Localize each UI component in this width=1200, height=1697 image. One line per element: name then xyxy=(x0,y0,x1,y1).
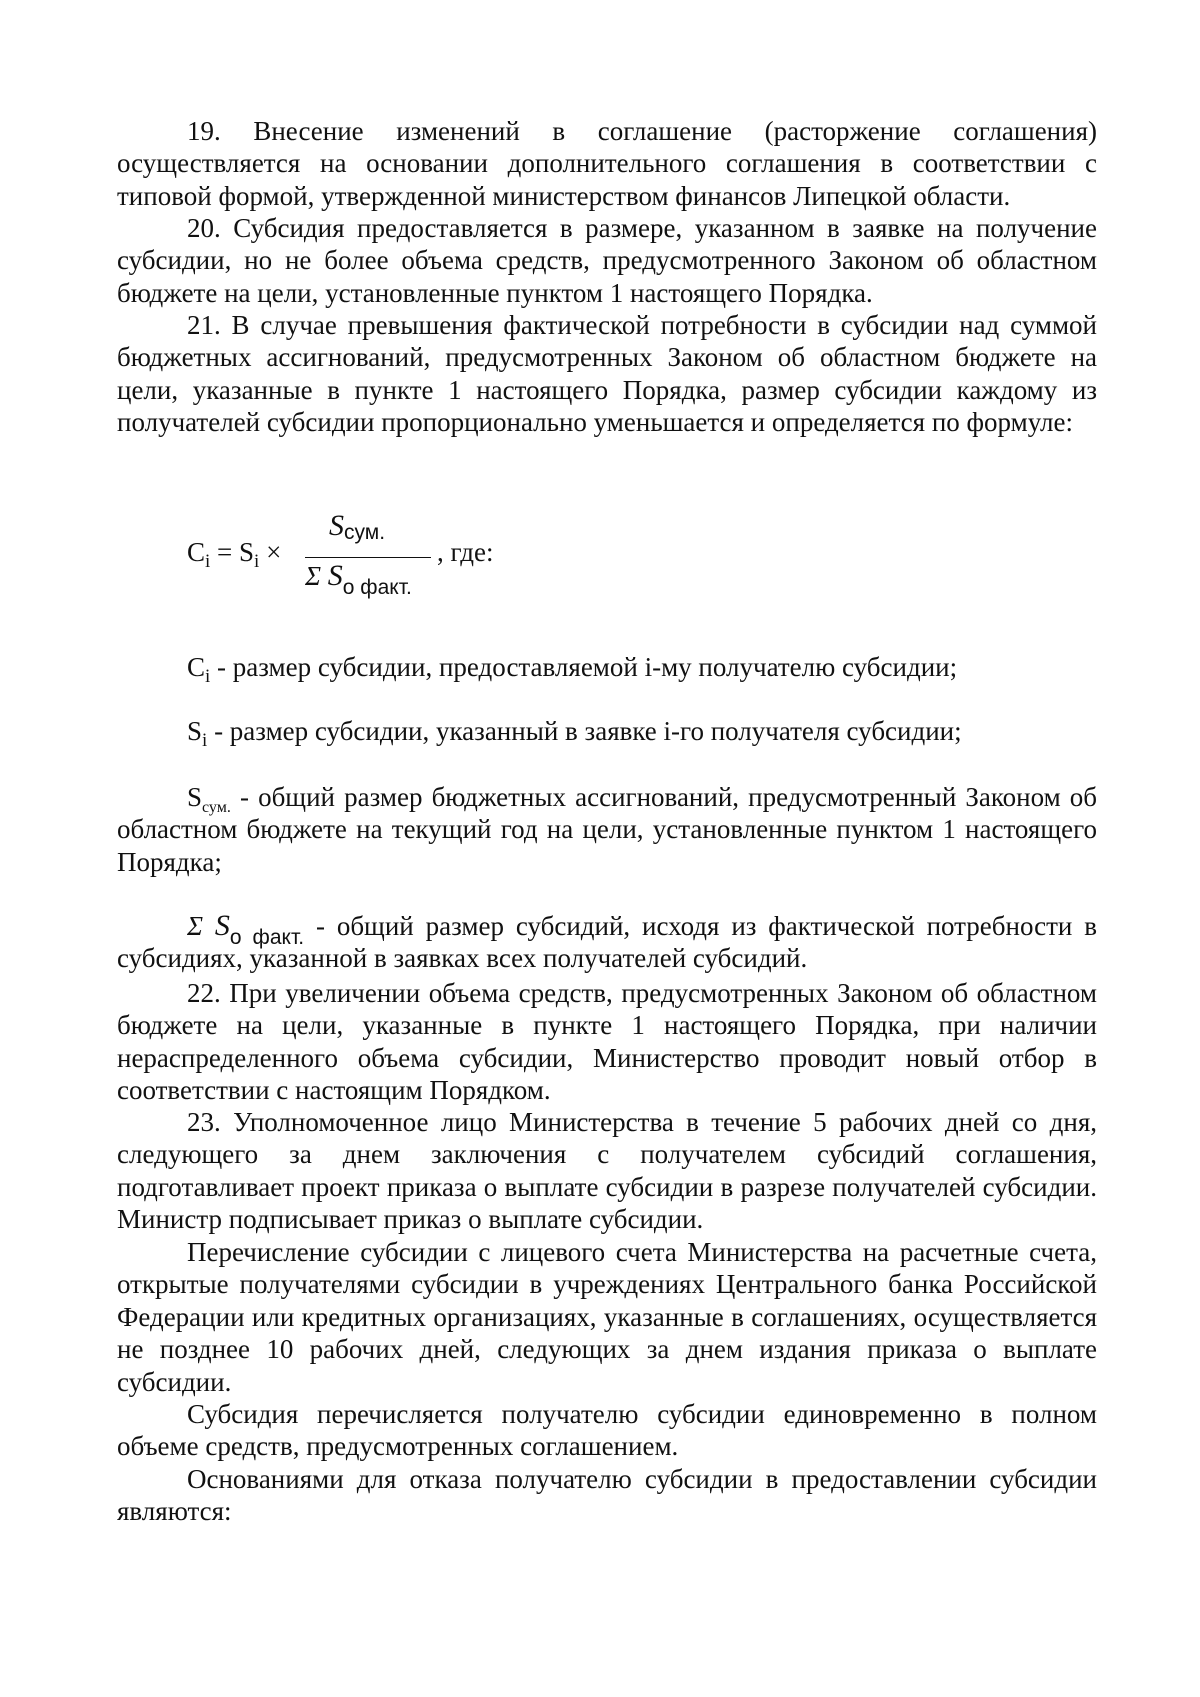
fraction-bar xyxy=(305,557,431,558)
formula-c-index: i xyxy=(205,551,211,572)
paragraph-19: 19. Внесение изменений в соглашение (расторжение соглашения) осуществляется на основании дополнительного соглашения в соответствии с типовой формой, утвержденной министерством финансов Липецкой области. xyxy=(117,116,1097,211)
formula-denominator: Σ $S_{о факт.}$ xyxy=(305,559,412,599)
formula-lhs xyxy=(187,536,282,572)
paragraph-21: 21. В случае превышения фактической потребности в субсидии над суммой бюджетных ассигнований, предусмотренных Законом об областном бюджете на цели, указанные в пункте 1 настоящего Порядка, размер субсидии каждому из получателей субсидии пропорционально уменьшается и определяется по формуле: xyxy=(117,310,1097,438)
formula-c-symbol: C xyxy=(187,537,206,567)
formula-suffix: , где: xyxy=(437,537,494,567)
paragraph-22: 22. При увеличении объема средств, предусмотренных Законом об областном бюджете на цели, указанные в пункте 1 настоящего Порядка, при наличии нераспределенного объема субсидии, Министерство проводит новый отбор в соответствии с настоящим Порядком. xyxy=(117,978,1097,1106)
paragraph-20: 20. Субсидия предоставляется в размере, указанном в заявке на получение субсидии, но не более объема средств, предусмотренного Законом об областном бюджете на цели, установленные пунктом 1 настоящего Порядка. xyxy=(117,213,1097,308)
paragraph-onetime: Субсидия перечисляется получателю субсидии единовременно в полном объеме средств, предусмотренных соглашением. xyxy=(117,1399,1097,1462)
definition-si: $S_i$ - размер субсидии, указанный в заявке i-го получателя субсидии; xyxy=(187,716,962,751)
formula-fraction xyxy=(301,510,431,602)
definition-ssum: $S_{сум.}$ - общий размер бюджетных ассигнований, предусмотренный Законом об областном бюджете на текущий год на цели, установленные пунктом 1 настоящего Порядка; xyxy=(117,782,1098,877)
formula-equals-s: = S xyxy=(217,537,255,567)
subsidy-formula xyxy=(187,510,587,602)
paragraph-transfer: Перечисление субсидии с лицевого счета Министерства на расчетные счета, открытые получателями субсидии в учреждениях Центрального банка Российской Федерации или кредитных организациях, указанные в соглашениях, осуществляется не позднее 10 рабочих дней, следующих за днем издания приказа о выплате субсидии. xyxy=(117,1237,1097,1397)
paragraph-grounds: Основаниями для отказа получателю субсидии в предоставлении субсидии являются: xyxy=(117,1464,1097,1527)
formula-times: × xyxy=(266,537,282,567)
paragraph-23: 23. Уполномоченное лицо Министерства в течение 5 рабочих дней со дня, следующего за днем заключения с получателем субсидий соглашения, подготавливает проект приказа о выплате субсидии в разрезе получателей субсидии. Министр подписывает приказ о выплате субсидии. xyxy=(117,1107,1097,1235)
definition-ci: $C_i$ - размер субсидии, предоставляемой i-му получателю субсидии; xyxy=(187,652,958,687)
formula-s-index: i xyxy=(254,551,260,572)
definition-sfact: Σ $S_{о факт.}$ - общий размер субсидий, исходя из фактической потребности в субсидиях, указанной в заявках всех получателей субсидий. xyxy=(117,909,1098,974)
formula-numerator: Sсум. xyxy=(329,509,386,544)
